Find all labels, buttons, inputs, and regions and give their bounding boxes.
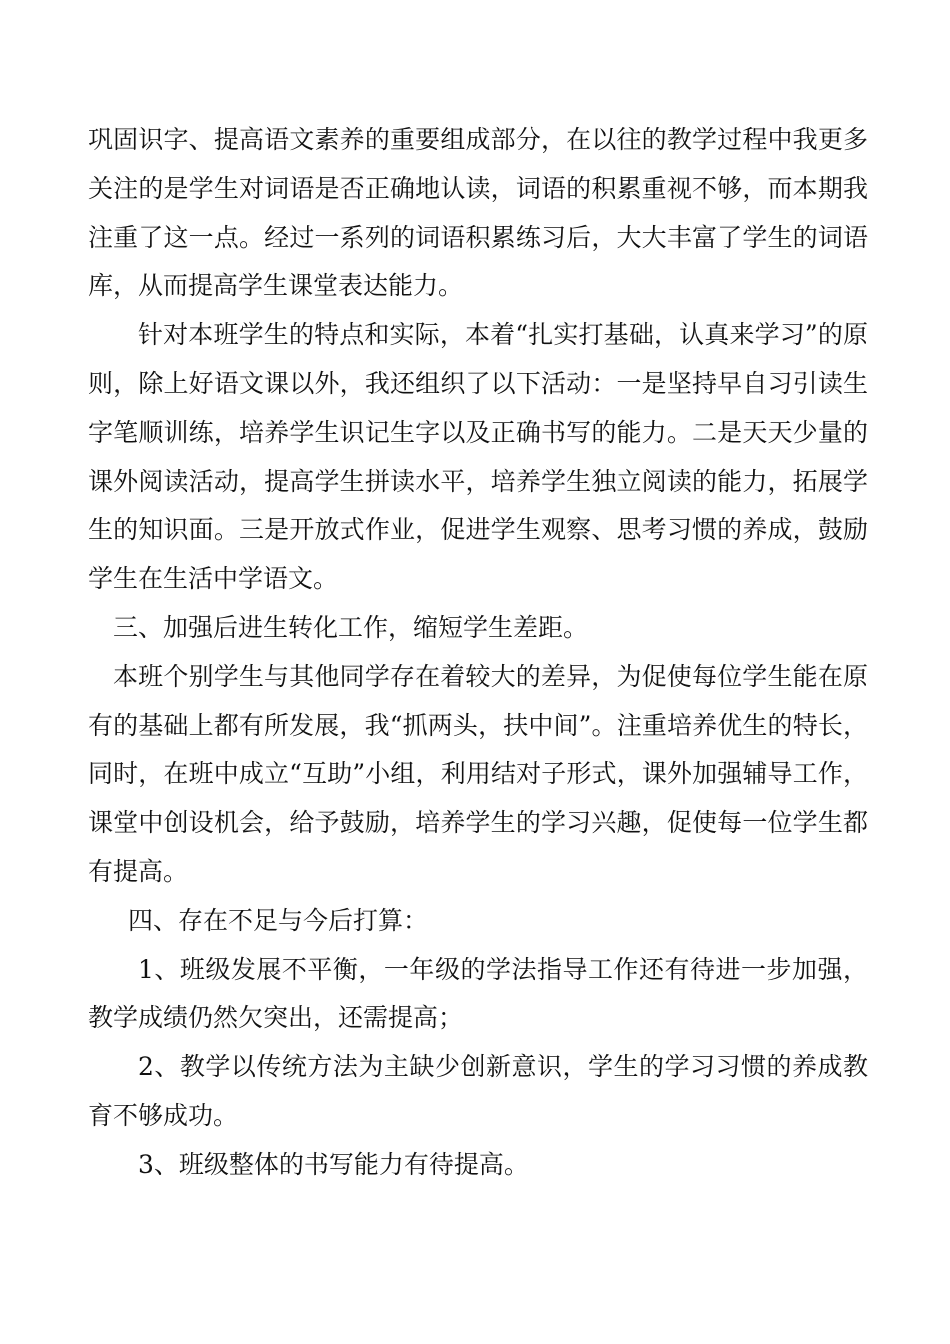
paragraph-activities: 针对本班学生的特点和实际，本着“扎实打基础，认真来学习”的原则，除上好语文课以外，我还组织了以下活动：一是坚持早自习引读生字笔顺训练，培养学生识记生字以及正确书写的能力。二是天天少量的课外阅读活动，提高学生拼读水平，培养学生独立阅读的能力，拓展学生的知识面。三是开放式作业，促进学生观察、思考习惯的养成，鼓励学生在生活中学语文。	[88, 320, 868, 594]
list-item-3: 3、班级整体的书写能力有待提高。	[138, 1149, 529, 1179]
paragraph-underachievers: 本班个别学生与其他同学存在着较大的差异，为促使每位学生能在原有的基础上都有所发展，我“抓两头，扶中间”。注重培养优生的特长，同时，在班中成立“互助”小组，利用结对子形式，课外加强辅导工作，课堂中创设机会，给予鼓励，培养学生的学习兴趣，促使每一位学生都有提高。	[88, 661, 868, 886]
list-item-2: 2、教学以传统方法为主缺少创新意识，学生的学习习惯的养成教育不够成功。	[88, 1052, 868, 1130]
document-body	[88, 116, 868, 1190]
section-heading-3: 三、加强后进生转化工作，缩短学生差距。	[113, 612, 589, 642]
paragraph-literacy: 巩固识字、提高语文素养的重要组成部分，在以往的教学过程中我更多关注的是学生对词语是否正确地认读，词语的积累重视不够，而本期我注重了这一点。经过一系列的词语积累练习后，大大丰富了学生的词语库，从而提高学生课堂表达能力。	[88, 125, 868, 301]
section-heading-4: 四、存在不足与今后打算：	[128, 905, 429, 935]
list-item-1: 1、班级发展不平衡，一年级的学法指导工作还有待进一步加强，教学成绩仍然欠突出，还需提高；	[88, 954, 868, 1033]
